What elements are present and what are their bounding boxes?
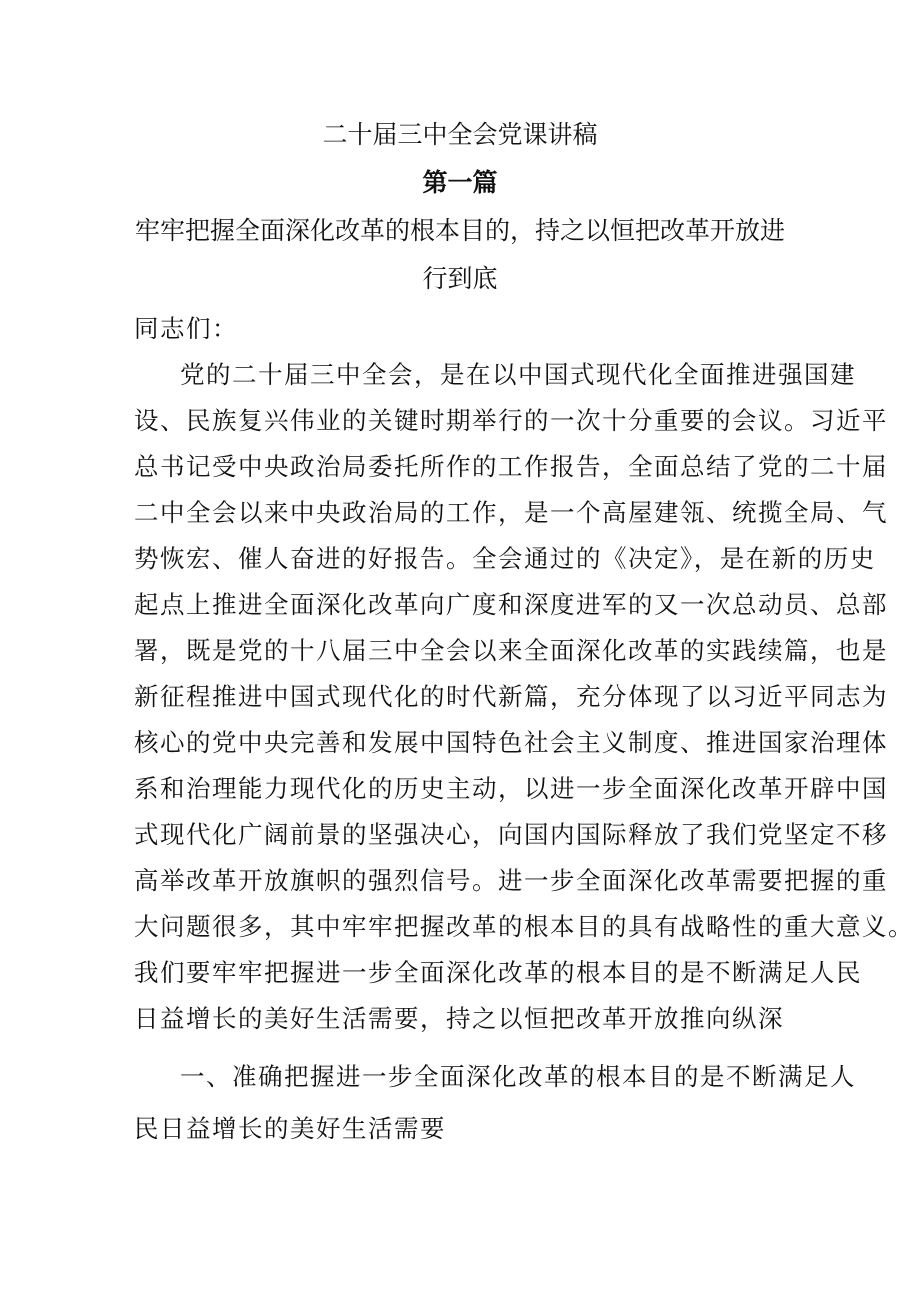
section-heading-line-2: 民日益增长的美好生活需要 — [134, 1114, 446, 1143]
body-line: 党的二十届三中全会，是在以中国式现代化全面推进强国建 — [180, 360, 856, 389]
body-line: 设、民族复兴伟业的关键时期举行的一次十分重要的会议。习近平 — [134, 406, 888, 435]
body-line: 势恢宏、催人奋进的好报告。全会通过的《决定》，是在新的历史 — [134, 544, 876, 573]
body-line: 式现代化广阔前景的坚强决心，向国内国际释放了我们党坚定不移 — [134, 820, 888, 849]
body-line: 日益增长的美好生活需要，持之以恒把改革开放推向纵深 — [134, 1004, 784, 1033]
body-line: 二中全会以来中央政治局的工作，是一个高屋建瓴、统揽全局、气 — [134, 498, 888, 527]
subtitle-line-2: 行到底 — [422, 264, 498, 293]
document-title: 二十届三中全会党课讲稿 — [322, 120, 598, 149]
body-line: 我们要牢牢把握进一步全面深化改革的根本目的是不断满足人民 — [134, 958, 862, 987]
body-line: 核心的党中央完善和发展中国特色社会主义制度、推进国家治理体 — [134, 728, 888, 757]
salutation: 同志们： — [134, 314, 238, 343]
body-line: 高举改革开放旗帜的强烈信号。进一步全面深化改革需要把握的重 — [134, 866, 888, 895]
body-line: 新征程推进中国式现代化的时代新篇，充分体现了以习近平同志为 — [134, 682, 888, 711]
body-line: 总书记受中央政治局委托所作的工作报告，全面总结了党的二十届 — [134, 452, 888, 481]
body-line: 系和治理能力现代化的历史主动，以进一步全面深化改革开辟中国 — [134, 774, 888, 803]
chapter-title: 第一篇 — [422, 168, 498, 197]
subtitle-line-1: 牢牢把握全面深化改革的根本目的，持之以恒把改革开放进 — [134, 216, 785, 245]
body-line: 署，既是党的十八届三中全会以来全面深化改革的实践续篇，也是 — [134, 636, 888, 665]
section-heading-line-1: 一、准确把握进一步全面深化改革的根本目的是不断满足人 — [180, 1062, 856, 1091]
body-line: 起点上推进全面深化改革向广度和深度进军的又一次总动员、总部 — [134, 590, 888, 619]
body-line: 大问题很多，其中牢牢把握改革的根本目的具有战略性的重大意义。 — [134, 912, 914, 941]
